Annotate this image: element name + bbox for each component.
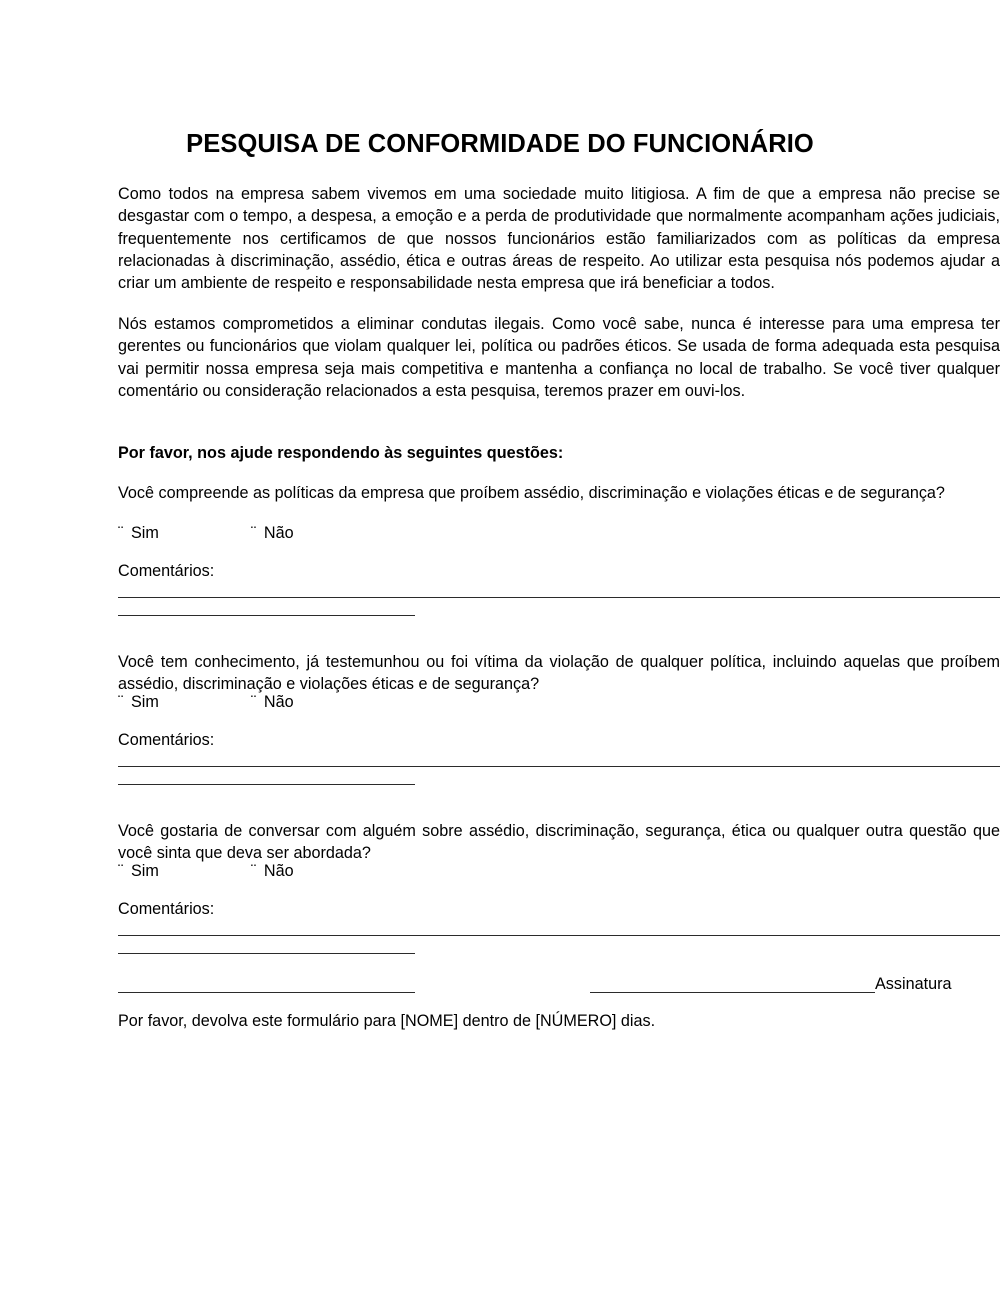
checkbox-icon[interactable]: ¨ [118,693,124,711]
checkbox-icon[interactable]: ¨ [250,524,257,542]
page-title: PESQUISA DE CONFORMIDADE DO FUNCIONÁRIO [186,130,814,159]
option-label-no: Não [263,524,294,542]
question-1-comments-label: Comentários: [118,562,215,580]
question-2-yes-option[interactable] [118,692,159,712]
question-3-comments-label: Comentários: [118,900,215,918]
intro-paragraph-1: Como todos na empresa sabem vivemos em uma sociedade muito litigiosa. A fim de que a empresa não precise se desgastar com o tempo, a despesa, a emoção e a perda de produtividade que normalmente acompanham ações judiciais, frequentemente nos certificamos de que nossos funcionários estão familiarizados com as políticas da empresa relacionadas à discriminação, assédio, ética e outras áreas de respeito. Ao utilizar esta pesquisa nós podemos ajudar a criar um ambiente de respeito e responsabilidade nesta empresa que irá beneficiar a todos. [118,185,1000,292]
question-1-yes-option[interactable] [118,523,159,543]
question-1-no-option[interactable] [251,523,294,543]
question-2-options [118,692,618,712]
instruction-line: Por favor, nos ajude respondendo às seguintes questões: [118,444,564,463]
question-1-comment-line-1[interactable] [118,597,1000,598]
question-2-comment-line-2[interactable] [118,784,415,785]
checkbox-icon[interactable]: ¨ [250,862,257,880]
intro-paragraph-2: Nós estamos comprometidos a eliminar condutas ilegais. Como você sabe, nunca é interesse para uma empresa ter gerentes ou funcionários que violam qualquer lei, política ou padrões éticos. Se usada de forma adequada esta pesquisa vai permitir nossa empresa seja mais competitiva e mantenha a confiança no local de trabalho. Se você tiver qualquer comentário ou consideração relacionados a esta pesquisa, teremos prazer em ouvi-los. [118,315,1000,400]
question-3-options [118,861,618,881]
option-label-no: Não [263,693,294,711]
question-3-text: Você gostaria de conversar com alguém sobre assédio, discriminação, segurança, ética ou qualquer outra questão que você sinta que deva ser abordada? [118,822,1000,863]
question-2-comments-label: Comentários: [118,731,215,749]
question-1-comment-line-2[interactable] [118,615,415,616]
question-3-comment-line-2[interactable] [118,953,415,954]
question-3-yes-option[interactable] [118,861,159,881]
question-3-no-option[interactable] [251,861,294,881]
return-instruction: Por favor, devolva este formulário para [NOME] dentro de [NÚMERO] dias. [118,1012,656,1030]
question-3-comment-line-1[interactable] [118,935,1000,936]
checkbox-icon[interactable]: ¨ [118,862,124,880]
option-label-yes: Sim [131,862,159,880]
option-label-no: Não [263,862,294,880]
signature-line[interactable] [590,992,875,993]
question-2-comment-line-1[interactable] [118,766,1000,767]
question-2-text: Você tem conhecimento, já testemunhou ou foi vítima da violação de qualquer política, incluindo aquelas que proíbem assédio, discriminação e violações éticas e de segurança? [118,653,1000,694]
checkbox-icon[interactable]: ¨ [118,524,124,542]
option-label-yes: Sim [131,524,159,542]
signature-label: Assinatura [875,975,952,993]
date-signature-line[interactable] [118,992,415,993]
option-label-yes: Sim [131,693,159,711]
question-1-options [118,523,618,543]
question-2-no-option[interactable] [251,692,294,712]
question-1-text: Você compreende as políticas da empresa que proíbem assédio, discriminação e violações éticas e de segurança? [118,484,945,503]
checkbox-icon[interactable]: ¨ [250,693,257,711]
